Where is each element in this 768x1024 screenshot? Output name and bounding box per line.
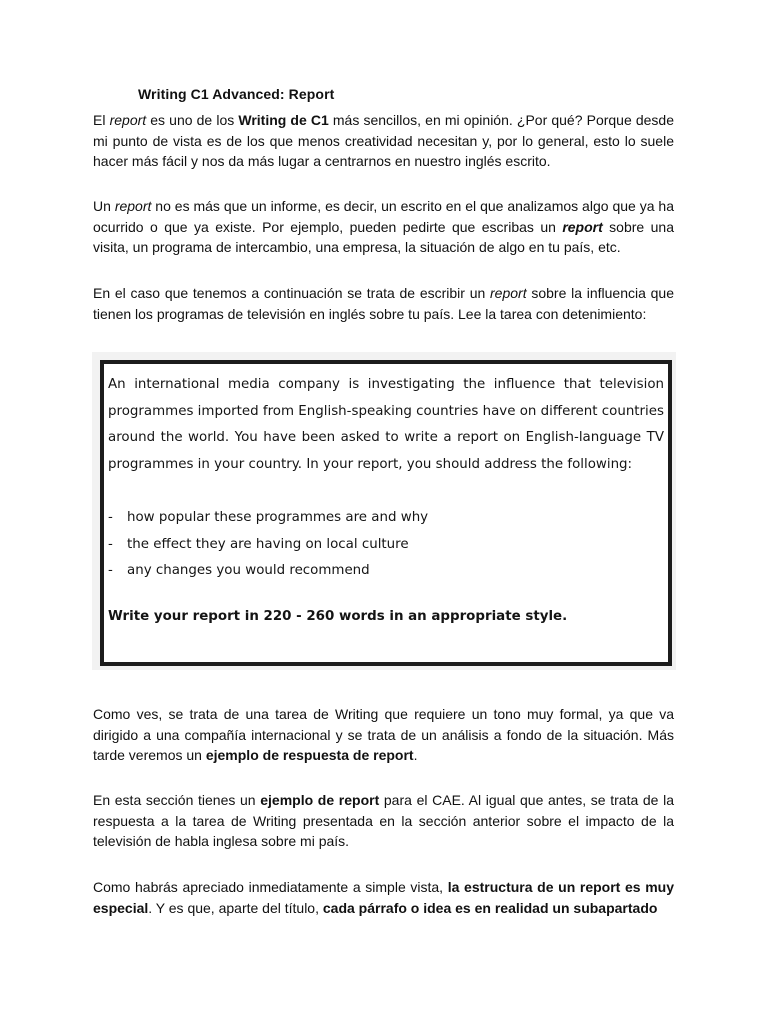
task-bullet-item (108, 558, 664, 585)
bold-term: Writing de C1 (238, 112, 329, 128)
bold-term: la estructura de un report es muy especial (93, 879, 674, 916)
task-bullet-text: the effect they are having on local culture (127, 536, 409, 552)
dash-bullet-icon: - (108, 510, 113, 525)
bold-term: cada párrafo o idea es en realidad un subapartado (322, 899, 658, 916)
paragraph-text: En el caso que tenemos a continuación se trata de escribir un (93, 285, 491, 301)
italic-term: report (109, 112, 147, 128)
task-bullet-text: how popular these programmes are and why (127, 510, 429, 525)
paragraph-text: Como ves, se trata de una tarea de Writing que requiere un tono muy formal, ya que va dirigido a una compañía internacional y se trata de un análisis a fondo de la situación. Más tarde veremos un (93, 706, 674, 763)
task-intro: An international media company is investigating the influence that television programmes imported from English-speaking countries have on different countries around the world. You have been asked to write a report on English-language TV programmes in your country. In your report, you should address the following: (108, 377, 664, 472)
paragraph-example (93, 790, 674, 852)
document-title: Writing C1 Advanced: Report (138, 86, 335, 102)
bold-term: ejemplo de respuesta de report (205, 747, 414, 763)
paragraph-analysis (93, 704, 674, 766)
paragraph-text: para el CAE. Al igual que antes, se trata de la respuesta a la tarea de Writing presentada en la sección anterior sobre el impacto de la televisión de habla inglesa sobre mi país. (93, 792, 675, 849)
paragraph-structure (93, 877, 674, 918)
task-bullet-item (108, 532, 664, 559)
task-bullet-list (108, 505, 664, 585)
task-bullet-text: any changes you would recommend (127, 563, 370, 578)
paragraph-task-lead (93, 283, 674, 324)
paragraph-text: sobre una visita, un programa de intercambio, una empresa, la situación de algo en tu país, etc. (93, 218, 674, 255)
task-box (100, 360, 672, 666)
paragraph-text: . Y es que, aparte del título, (148, 899, 323, 916)
paragraph-text: Un (93, 198, 115, 214)
task-bullet-item (108, 505, 664, 532)
paragraph-text: . (413, 747, 418, 763)
paragraph-text: El (93, 112, 110, 128)
paragraph-text: En esta sección tienes un (93, 792, 261, 808)
italic-term: report (114, 198, 152, 214)
paragraph-text: Como habrás apreciado inmediatamente a simple vista, (93, 879, 448, 895)
paragraph-intro (93, 110, 674, 172)
bold-italic-term: report (562, 218, 603, 235)
bold-term: ejemplo de report (260, 792, 380, 808)
dash-bullet-icon: - (108, 563, 113, 578)
paragraph-text: sobre la influencia que tienen los programas de televisión en inglés sobre tu país. Lee la tarea con detenimiento: (93, 285, 674, 322)
italic-term: report (490, 285, 527, 301)
paragraph-text: es uno de los (146, 112, 239, 128)
task-footer: Write your report in 220 - 260 words in an appropriate style. (108, 608, 568, 624)
dash-bullet-icon: - (108, 536, 113, 552)
paragraph-text: no es más que un informe, es decir, un escrito en el que analizamos algo que ya ha ocurrido o que ya existe. Por ejemplo, pueden pedirte que escribas un (93, 198, 674, 235)
task-image (92, 352, 676, 670)
paragraph-definition (93, 196, 674, 258)
paragraph-text: más sencillos, en mi opinión. ¿Por qué? Porque desde mi punto de vista es de los que menos creatividad necesitan y, por lo general, esto lo suele hacer más fácil y nos da más lugar a centrarnos en nuestro inglés escrito. (93, 112, 675, 169)
